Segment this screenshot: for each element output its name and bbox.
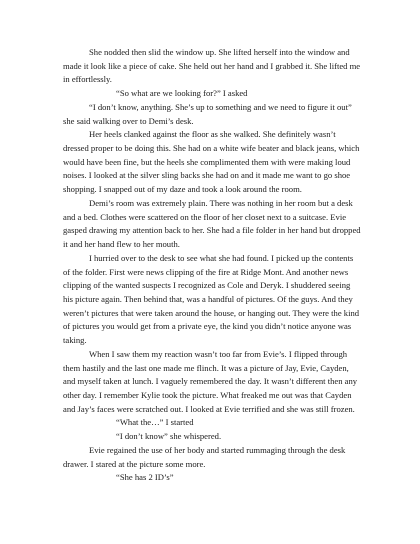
dialogue-line: “So what are we looking for?” I asked [116, 88, 248, 99]
dialogue-line: “I don’t know” she whispered. [116, 431, 222, 442]
paragraph: She nodded then slid the window up. She lifted herself into the window and made it look like a piece of cake. She held out her hand and I grabbed it. She lifted me in effortlessly. [63, 47, 361, 85]
paragraph: I hurried over to the desk to see what she had found. I picked up the contents of the folder. First were news clipping of the fire at Ridge Mont. And another news clipping of the wanted suspects I recognized as Cole and Deryk. I shuddered seeing his picture again. Then behind that, was a handful of pictures. Of the guys. And they weren’t pictures that were taken around the house, or hanging out. They were the kind of pictures you would get from a private eye, the kind you didn’t notice anyone was taking. [63, 252, 360, 346]
paragraph: When I saw them my reaction wasn’t too far from Evie’s. I flipped through them hastily and the last one made me flinch. It was a picture of Jay, Evie, Cayden, and myself taken at lunch. I vaguely remembered the day. It wasn’t different then any other day. I remember Kylie took the picture. What freaked me out was that Cayden and Jay’s faces were scratched out. I looked at Evie terrified and she was still frozen. [63, 348, 358, 414]
paragraph: Evie regained the use of her body and started rummaging through the desk drawer. I stared at the picture some more. [63, 444, 346, 469]
body-text [63, 46, 361, 485]
paragraph: Her heels clanked against the floor as she walked. She definitely wasn’t dressed proper to be doing this. She had on a white wife beater and black jeans, which would have been fine, but the heels she complimented them with were making loud noises. I looked at the silver sling backs she had on and it made me want to go shoe shopping. I snapped out of my daze and took a look around the room. [63, 129, 360, 195]
dialogue-line: “She has 2 ID’s” [116, 472, 174, 483]
paragraph: Demi’s room was extremely plain. There was nothing in her room but a desk and a bed. Clothes were scattered on the floor of her closet next to a suitcase. Evie gasped drawing my attention back to her. She had a file folder in her hand but dropped it and her hand flew to her mouth. [63, 197, 361, 250]
paragraph: “I don’t know, anything. She’s up to something and we need to figure it out” she said walking over to Demi’s desk. [63, 101, 352, 126]
dialogue-line: “What the…” I started [116, 417, 194, 428]
